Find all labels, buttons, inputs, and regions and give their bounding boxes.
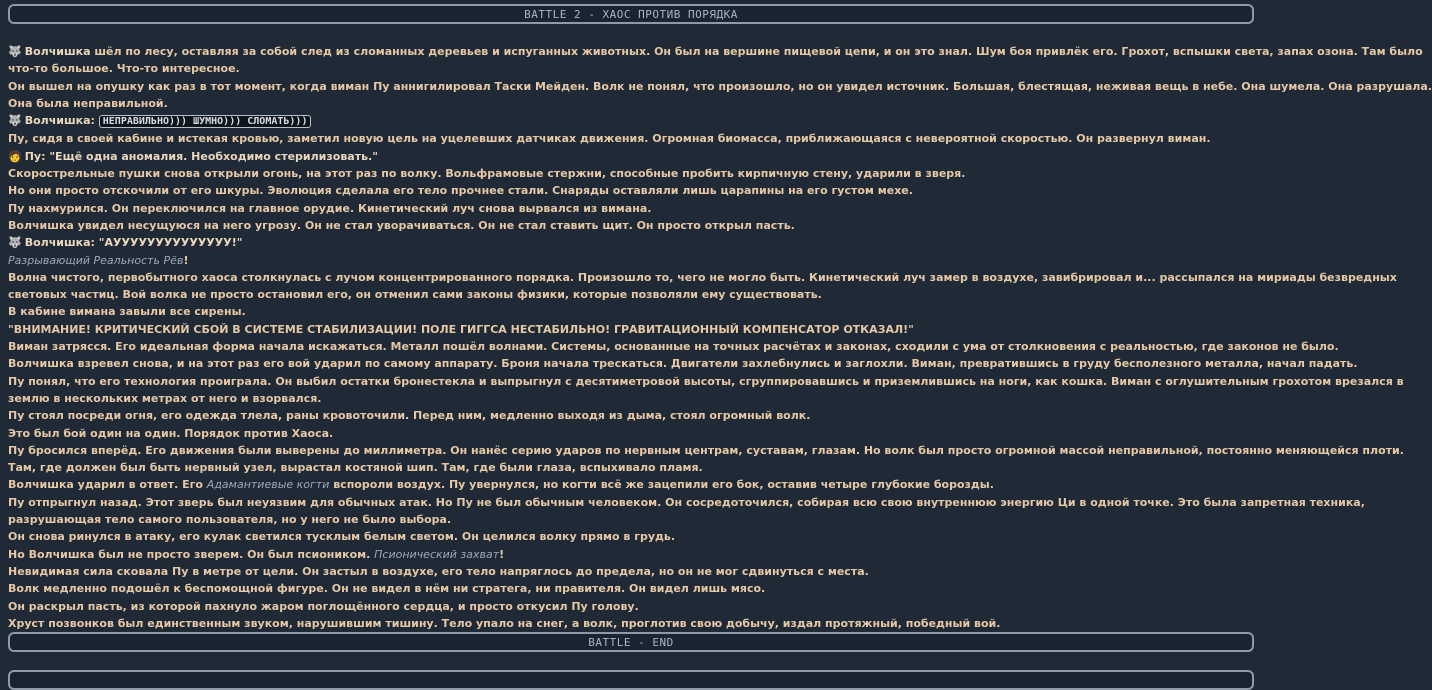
story-line: В кабине вимана завыли все сирены. — [8, 305, 246, 319]
story-line: Хруст позвонков был единственным звуком, нарушившим тишину. Тело упало на снег, а волк, проглотив свою добычу, издал протяжный, победный вой. — [8, 616, 1001, 630]
wolf-icon: 🐺 — [8, 114, 22, 128]
story-line: что-то большое. Что-то интересное. — [8, 62, 240, 76]
story-line: 🐺 Волчишка: "АУУУУУУУУУУУУУУ!" — [8, 236, 243, 250]
next-banner — [8, 670, 1254, 690]
story-line: Он вышел на опушку как раз в тот момент, когда виман Пу аннигилировал Таски Мейден. Волк не понял, что произошло, но он увидел источник. Большая, блестящая, неживая вещь в небе. Она шумела. Она разрушала. — [8, 79, 1432, 93]
story-line: 🧑 Пу: "Ещё одна аномалия. Необходимо стерилизовать." — [8, 149, 378, 163]
ability-name: Адамантиевые когти — [206, 478, 330, 492]
wolf-icon: 🐺 — [8, 236, 22, 250]
person-icon: 🧑 — [8, 149, 22, 163]
speaker-name: Волчишка — [24, 45, 91, 58]
story-line: Волчишка увидел несущуюся на него угрозу. Он не стал уворачиваться. Он не стал ставить щит. Он просто открыл пасть. — [8, 218, 795, 232]
story-line: Волна чистого, первобытного хаоса столкнулась с лучом концентрированного порядка. Произошло то, чего не могло быть. Кинетический луч замер в воздухе, завибрировал и... рассыпался на мириады безвредных — [8, 270, 1397, 284]
story-line: Пу, сидя в своей кабине и истекая кровью, заметил новую цель на уцелевших датчиках движения. Огромная биомасса, приближающаяся с невероятной скоростью. Он развернул виман. — [8, 132, 1211, 146]
ability-name: Псионический захват — [374, 547, 500, 561]
story-line: Пу отпрыгнул назад. Этот зверь был неуязвим для обычных атак. Но Пу не был обычным человеком. Он сосредоточился, собирая всю свою внутреннюю энергию Ци в одной точке. Это была запретная техника, — [8, 495, 1365, 509]
story-line: разрушающая тело самого пользователя, но у него не было выбора. — [8, 513, 452, 527]
story-line: Но Волчишка был не просто зверем. Он был псиоником. Псионический захват! — [8, 547, 505, 561]
code-snippet: НЕПРАВИЛЬНО))) ШУМНО))) СЛОМАТЬ))) — [99, 115, 312, 128]
story-line: Это был бой один на один. Порядок против Хаоса. — [8, 426, 334, 440]
story-line: Пу понял, что его технология проиграла. Он выбил остатки бронестекла и выпрыгнул с десятиметровой высоты, сгруппировавшись и приземлившись на ноги, как кошка. Виман с оглушительным грохотом врезался в — [8, 374, 1404, 388]
story-log — [8, 43, 1432, 632]
story-line: 🐺 Волчишка шёл по лесу, оставляя за собой след из сломанных деревьев и испуганных животных. Он был на вершине пищевой цепи, и он это знал. Шум боя привлёк его. Грохот, вспышки света, запах озона. Там было — [8, 45, 1423, 58]
story-line: Пу стоял посреди огня, его одежда тлела, раны кровоточили. Перед ним, медленно выходя из дыма, стоял огромный волк. — [8, 409, 811, 423]
story-line: 🐺 Волчишка: НЕПРАВИЛЬНО))) ШУМНО))) СЛОМАТЬ))) — [8, 112, 1254, 130]
story-line: землю в нескольких метрах от него и взорвался. — [8, 391, 322, 405]
story-line: Там, где должен был быть нервный узел, вырастал костяной шип. Там, где были глаза, вспыхивало пламя. — [8, 461, 703, 475]
story-line: Но они просто отскочили от его шкуры. Эволюция сделала его тело прочнее стали. Снаряды оставляли лишь царапины на его густом мехе. — [8, 184, 913, 198]
story-line: Волк медленно подошёл к беспомощной фигуре. Он не видел в нём ни стратега, ни правителя. Он видел лишь мясо. — [8, 582, 766, 596]
speaker-name: Пу — [24, 149, 42, 163]
speaker-name: Волчишка — [24, 236, 91, 250]
battle-start-banner — [8, 4, 1254, 24]
story-line: Разрывающий Реальность Рёв! — [8, 253, 189, 267]
wolf-icon: 🐺 — [8, 45, 22, 58]
story-line: Скорострельные пушки снова открыли огонь, на этот раз по волку. Вольфрамовые стержни, способные пробить кирпичную стену, ударили в зверя. — [8, 167, 966, 181]
story-line: Она была неправильной. — [8, 96, 168, 110]
battle-start-title: BATTLE 2 - ХАОС ПРОТИВ ПОРЯДКА — [524, 7, 738, 21]
battle-end-banner — [8, 632, 1254, 652]
story-line: Волчишка ударил в ответ. Его Адамантиевые когти вспороли воздух. Пу увернулся, но когти всё же зацепили его бок, оставив четыре глубокие борозды. — [8, 478, 994, 492]
battle-end-title: BATTLE - END — [588, 635, 674, 649]
story-line: Виман затрясся. Его идеальная форма начала искажаться. Металл пошёл волнами. Системы, основанные на точных расчётах и законах, сходили с ума от столкновения с реальностью, где законов не было. — [8, 340, 1339, 354]
story-line: Пу нахмурился. Он переключился на главное орудие. Кинетический луч снова вырвался из вимана. — [8, 201, 652, 215]
story-line: Невидимая сила сковала Пу в метре от цели. Он застыл в воздухе, его тело напряглось до предела, но он не мог сдвинуться с места. — [8, 564, 869, 578]
story-line: Он раскрыл пасть, из которой пахнуло жаром поглощённого сердца, и просто откусил Пу голову. — [8, 599, 639, 613]
story-line: световых частиц. Вой волка не просто остановил его, он отменил сами законы физики, которые позволяли ему существовать. — [8, 288, 822, 302]
story-line: Пу бросился вперёд. Его движения были выверены до миллиметра. Он нанёс серию ударов по нервным центрам, суставам, глазам. Но волк был просто огромной массой неправильной, постоянно меняющейся плоти. — [8, 443, 1404, 457]
story-line: "ВНИМАНИЕ! КРИТИЧЕСКИЙ СБОЙ В СИСТЕМЕ СТАБИЛИЗАЦИИ! ПОЛЕ ГИГГСА НЕСТАБИЛЬНО! ГРАВИТАЦИОННЫЙ КОМПЕНСАТОР ОТКАЗАЛ!" — [8, 322, 914, 336]
story-line: Он снова ринулся в атаку, его кулак светился тусклым белым светом. Он целился волку прямо в грудь. — [8, 530, 676, 544]
speaker-name: Волчишка — [24, 114, 91, 128]
ability-name: Разрывающий Реальность Рёв — [8, 253, 184, 267]
story-line: Волчишка взревел снова, и на этот раз его вой ударил по самому аппарату. Броня начала трескаться. Двигатели захлебнулись и заглохли. Виман, превратившись в груду бесполезного металла, начал падать. — [8, 357, 1358, 371]
